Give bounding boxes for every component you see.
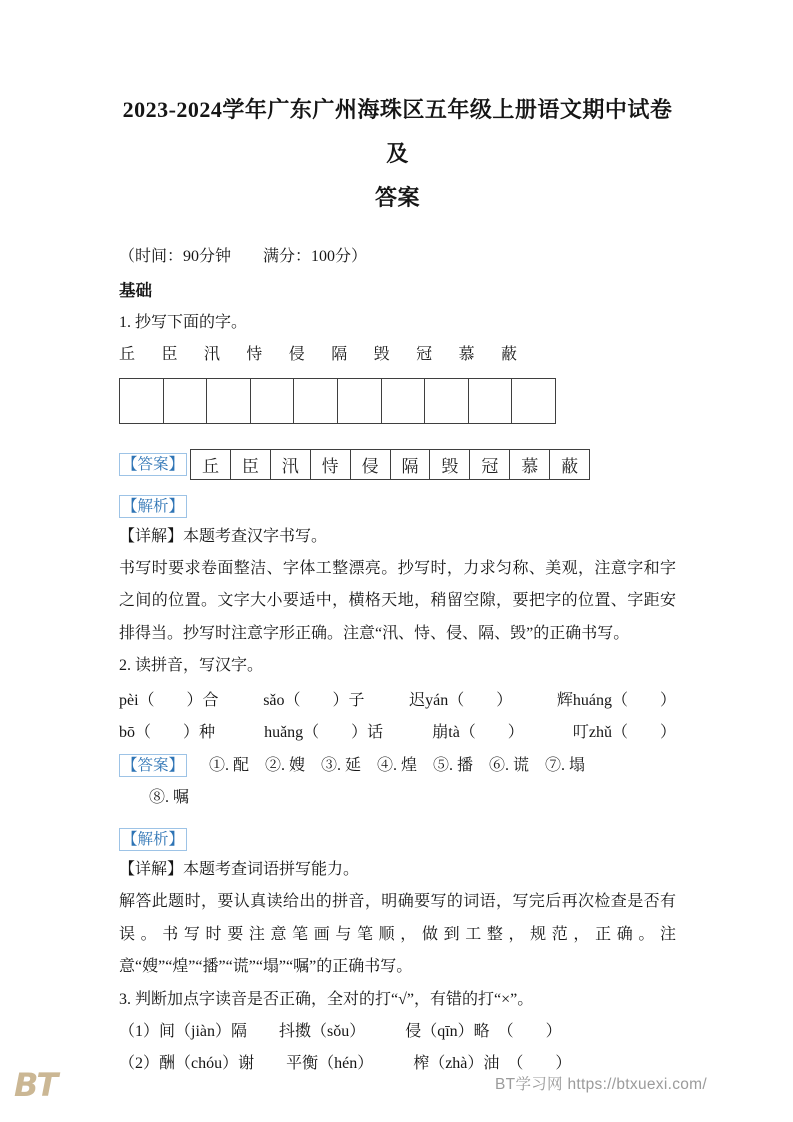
pinyin-item: bō（ ）种 xyxy=(119,724,216,742)
grid-cell xyxy=(425,379,469,423)
section-header-basics: 基础 xyxy=(119,281,152,300)
q1-char: 慕 xyxy=(458,346,475,363)
q3-item-2: （2）酬（chóu）谢 平衡（hén） 榨（zhà）油 （ ） xyxy=(119,1054,572,1072)
q1-char: 冠 xyxy=(416,346,433,363)
pinyin-item: pèi（ ）合 xyxy=(119,692,219,710)
q1-analysis-line xyxy=(119,494,676,518)
q2-analysis-line xyxy=(119,828,676,852)
answer-grid-cell: 侵 xyxy=(351,450,391,479)
footer-site-link: BT学习网 https://btxuexi.com/ xyxy=(495,1076,707,1093)
grid-cell xyxy=(251,379,295,423)
q1-explanation: 书写时要求卷面整洁、字体工整漂亮。抄写时，力求匀称、美观，注意字和字之间的位置。文字大小要适中，横格天地，稍留空隙，要把字的位置、字距安排得当。抄写时注意字形正确。注意“汛、恃、侵、隔、毁”的正确书写。 xyxy=(119,559,676,642)
q2-pinyin-row-2 xyxy=(119,717,676,749)
q1-prompt: 1. 抄写下面的字。 xyxy=(119,314,248,331)
site-logo: BT xyxy=(14,1066,57,1104)
q1-char: 汛 xyxy=(203,346,220,363)
q1-char-list xyxy=(119,339,517,371)
answer-tag: 【答案】 xyxy=(119,453,187,476)
grid-cell xyxy=(469,379,513,423)
grid-cell xyxy=(207,379,251,423)
q1-detail: 【详解】本题考查汉字书写。 xyxy=(119,527,328,545)
q2-answers: ①. 配 ②. 嫂 ③. 延 ④. 煌 ⑤. 播 ⑥. 谎 ⑦. 塌 xyxy=(209,756,586,774)
analysis-tag: 【解析】 xyxy=(119,495,187,518)
pinyin-item: 迟yán（ ） xyxy=(409,692,513,710)
q2-explanation: 解答此题时，要认真读给出的拼音，明确要写的词语，写完后再次检查是否有误。书写时要注意笔画与笔顺，做到工整，规范，正确。注意“嫂”“煌”“播”“谎”“塌”“嘱”的正确书写。 xyxy=(119,893,676,976)
document-title xyxy=(119,88,676,220)
grid-cell xyxy=(382,379,426,423)
pinyin-item: 叮zhǔ（ ） xyxy=(572,724,676,742)
pinyin-item: 辉huáng（ ） xyxy=(556,692,676,710)
grid-cell xyxy=(294,379,338,423)
answer-grid-cell: 恃 xyxy=(311,450,351,479)
q1-char: 毁 xyxy=(373,346,390,363)
answer-grid-cell: 隔 xyxy=(391,450,431,479)
answer-grid-cell: 臣 xyxy=(231,450,271,479)
q1-char: 丘 xyxy=(119,346,136,363)
q1-char: 臣 xyxy=(161,346,178,363)
grid-cell xyxy=(338,379,382,423)
document-title-line1: 2023-2024学年广东广州海珠区五年级上册语文期中试卷及 xyxy=(122,97,673,166)
document-content xyxy=(119,88,676,1080)
q1-char: 蔽 xyxy=(500,346,517,363)
answer-grid-cell: 丘 xyxy=(191,450,231,479)
q1-char: 侵 xyxy=(288,346,305,363)
q2-answers-continued: ⑧. 嘱 xyxy=(149,788,190,806)
answer-grid-cell: 慕 xyxy=(510,450,550,479)
q1-char: 恃 xyxy=(246,346,263,363)
q1-copy-grid xyxy=(119,378,556,424)
pinyin-item: 崩tà（ ） xyxy=(432,724,524,742)
grid-cell xyxy=(120,379,164,423)
document-title-line2: 答案 xyxy=(374,185,420,210)
q2-answer-line xyxy=(119,749,676,781)
q2-prompt: 2. 读拼音，写汉字。 xyxy=(119,657,264,675)
answer-grid-cell: 汛 xyxy=(271,450,311,479)
q3-prompt: 3. 判断加点字读音是否正确，全对的打“√”，有错的打“×”。 xyxy=(119,990,534,1008)
answer-grid-cell: 蔽 xyxy=(550,450,590,479)
pinyin-item: sǎo（ ）子 xyxy=(263,692,365,710)
exam-meta: （时间：90分钟 满分：100分） xyxy=(119,248,368,265)
q1-answer-row xyxy=(119,449,676,480)
q1-char: 隔 xyxy=(331,346,348,363)
grid-cell xyxy=(512,379,556,423)
analysis-tag: 【解析】 xyxy=(119,828,187,851)
answer-grid-cell: 冠 xyxy=(470,450,510,479)
q2-detail: 【详解】本题考查词语拼写能力。 xyxy=(119,861,360,879)
grid-cell xyxy=(164,379,208,423)
pinyin-item: huǎng（ ）话 xyxy=(264,724,384,742)
answer-tag: 【答案】 xyxy=(119,754,187,777)
q2-pinyin-row-1 xyxy=(119,685,676,717)
q1-answer-grid xyxy=(190,449,590,480)
answer-grid-cell: 毁 xyxy=(430,450,470,479)
q3-item-1: （1）间（jiàn）隔 抖擞（sǒu） 侵（qīn）略 （ ） xyxy=(119,1022,562,1040)
